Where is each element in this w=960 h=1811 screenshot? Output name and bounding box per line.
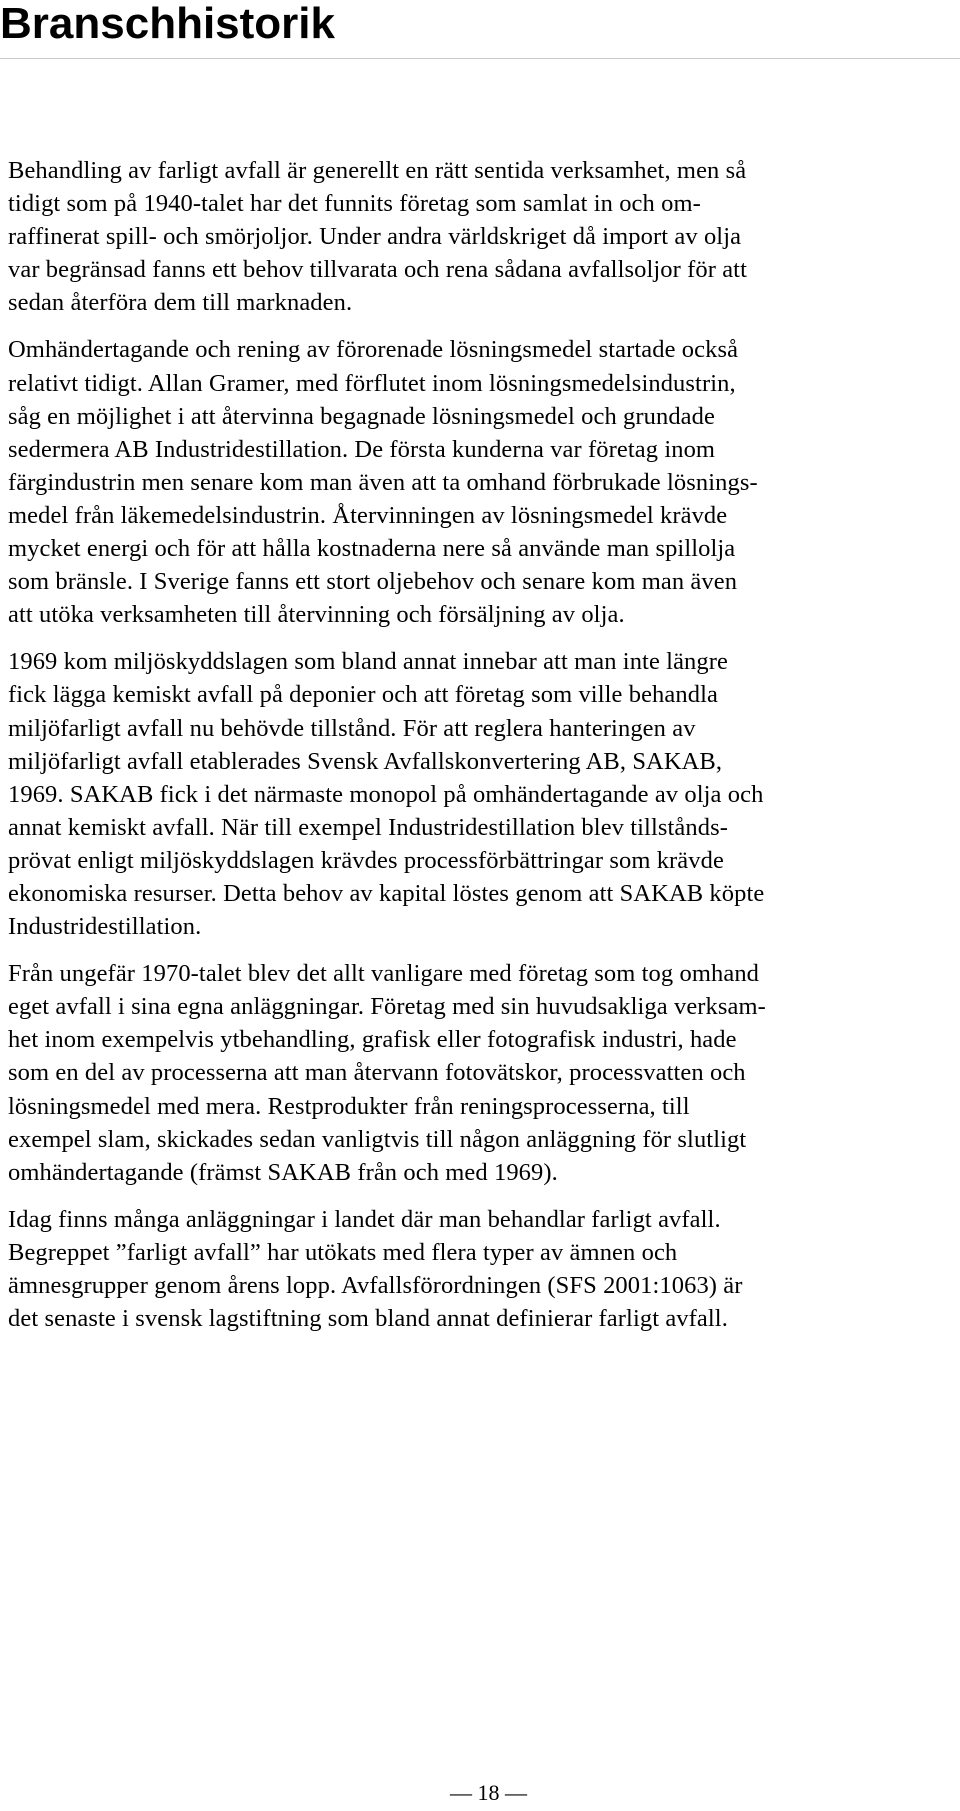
text-line: miljöfarligt avfall nu behövde tillstånd. För att reglera hanteringen av [8,714,696,742]
text-line: färgindustrin men senare kom man även att ta omhand förbrukade lösnings- [8,468,758,496]
text-line: sedan återföra dem till marknaden. [8,289,353,317]
text-line: sedermera AB Industridestillation. De första kunderna var företag inom [8,435,716,463]
paragraph-environmental-law [8,645,944,943]
text-line: Idag finns många anläggningar i landet där man behandlar farligt avfall. [8,1205,721,1233]
page-header [0,0,960,59]
text-line: det senaste i svensk lagstiftning som bland annat definierar farligt avfall. [8,1305,728,1333]
text-line: som en del av processerna att man återvann fotovätskor, processvatten och [8,1059,746,1087]
text-line: medel från läkemedelsindustrin. Återvinningen av lösningsmedel krävde [8,501,728,529]
text-line: ämnesgrupper genom årens lopp. Avfallsförordningen (SFS 2001:1063) är [8,1272,743,1299]
paragraph-early-history [8,154,944,319]
text-line: Från ungefär 1970-talet blev det allt vanligare med företag som tog omhand [8,960,760,988]
text-line: het inom exempelvis ytbehandling, grafisk eller fotografisk industri, hade [8,1026,737,1054]
page-number: — 18 — [450,1780,527,1805]
text-line: exempel slam, skickades sedan vanligtvis till någon anläggning för slutligt [8,1125,747,1153]
text-line: relativt tidigt. Allan Gramer, med förflutet inom lösningsmedelsindustrin, [8,369,736,397]
text-line: mycket energi och för att hålla kostnaderna nere så använde man spillolja [8,535,736,563]
text-line: fick lägga kemiskt avfall på deponier och att företag som ville behandla [8,681,718,709]
text-line: Begreppet ”farligt avfall” har utökats med flera typer av ämnen och [8,1238,678,1266]
text-line: Omhändertagande och rening av förorenade lösningsmedel startade också [8,336,739,364]
page-title: Branschhistorik [0,0,335,48]
text-line: var begränsad fanns ett behov tillvarata och rena sådana avfallsoljor för att [8,256,747,284]
text-line: raffinerat spill- och smörjoljor. Under andra världskriget då import av olja [8,223,742,251]
paragraph-solvents [8,333,944,631]
text-line: annat kemiskt avfall. När till exempel Industridestillation blev tillstånds- [8,813,728,841]
paragraph-today [8,1203,944,1335]
page-footer [0,1780,960,1810]
text-line: lösningsmedel med mera. Restprodukter från reningsprocesserna, till [8,1092,690,1120]
text-line: miljöfarligt avfall etablerades Svensk Avfallskonvertering AB, SAKAB, [8,747,723,775]
text-line: ekonomiska resurser. Detta behov av kapital löstes genom att SAKAB köpte [8,879,765,907]
text-line: Industridestillation. [8,913,202,941]
text-line: Behandling av farligt avfall är generellt en rätt sentida verksamhet, men så [8,157,747,184]
text-line: eget avfall i sina egna anläggningar. Företag med sin huvudsakliga verksam- [8,993,766,1021]
text-line: såg en möjlighet i att återvinna begagnade lösningsmedel och grundade [8,402,715,430]
body-text [8,154,944,1349]
text-line: prövat enligt miljöskyddslagen krävdes processförbättringar som krävde [8,846,724,874]
text-line: tidigt som på 1940-talet har det funnits företag som samlat in och om- [8,190,701,218]
text-line: 1969 kom miljöskyddslagen som bland annat innebar att man inte längre [8,648,728,676]
text-line: omhändertagande (främst SAKAB från och med 1969). [8,1158,558,1186]
text-line: som bränsle. I Sverige fanns ett stort oljebehov och senare kom man även [8,568,738,596]
text-line: att utöka verksamheten till återvinning och försäljning av olja. [8,601,625,629]
text-line: 1969. SAKAB fick i det närmaste monopol på omhändertagande av olja och [8,780,764,808]
paragraph-1970s [8,957,944,1189]
